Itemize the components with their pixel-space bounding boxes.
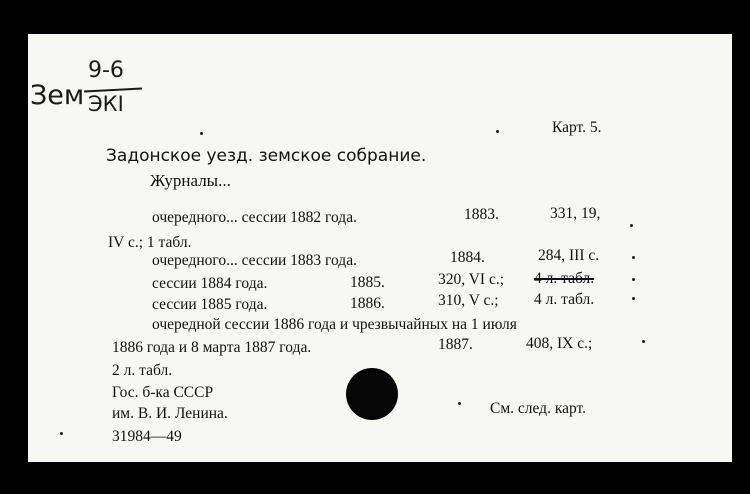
shelfmark-numerator: 9-6 [88,58,124,83]
ink-speck [632,256,635,259]
entry-1-year: 1883. [464,206,499,223]
entry-5-continuation: 1886 года и 8 марта 1887 года. [112,339,312,356]
entry-5-plates: 2 л. табл. [112,362,173,379]
entry-3-text: сессии 1884 года. [152,275,268,292]
entry-1-continuation: IV с.; 1 табл. [108,234,192,251]
library-name: Гос. б-ка СССР [112,384,214,401]
entry-1-text: очередного... сессии 1882 года. [152,209,357,226]
entry-3-pages: 320, VI с.; [438,271,505,288]
title-author: Задонское уезд. земское собрание. [106,146,427,166]
shelfmark-prefix: Зем [30,80,85,111]
entry-5-pages: 408, IX с.; [526,335,593,352]
card-number: Карт. 5. [552,119,602,136]
entry-1-pages: 331, 19, [550,205,601,222]
entry-5-year: 1887. [438,336,473,353]
entry-3-year: 1885. [350,274,385,291]
entry-4-text: сессии 1885 года. [152,296,268,313]
ink-speck [496,130,499,133]
entry-2-pages: 284, III с. [538,247,600,264]
entry-4-year: 1886. [350,295,385,312]
entry-4-plates: 4 л. табл. [534,291,595,308]
ink-speck [458,402,461,405]
entry-3-plates-struck: 4 л. табл. [534,270,595,287]
ink-speck [642,340,645,343]
entry-5-text: очередной сессии 1886 года и чрезвычайных на 1 июля [152,316,517,333]
shelfmark-denominator: ЭКI [88,92,124,116]
see-next-card: См. след. карт. [490,400,587,417]
ink-speck [632,297,635,300]
library-dedication: им. В. И. Ленина. [112,405,228,422]
entry-4-pages: 310, V с.; [438,292,499,309]
entry-2-text: очередного... сессии 1883 года. [152,252,357,269]
ink-speck [60,432,63,435]
entry-2-year: 1884. [450,249,485,266]
title-work: Журналы... [150,171,231,190]
ink-speck [200,132,203,135]
library-card-number: 31984—49 [112,428,182,445]
ink-speck [630,224,633,227]
ink-speck [632,278,635,281]
punched-hole [346,368,398,420]
